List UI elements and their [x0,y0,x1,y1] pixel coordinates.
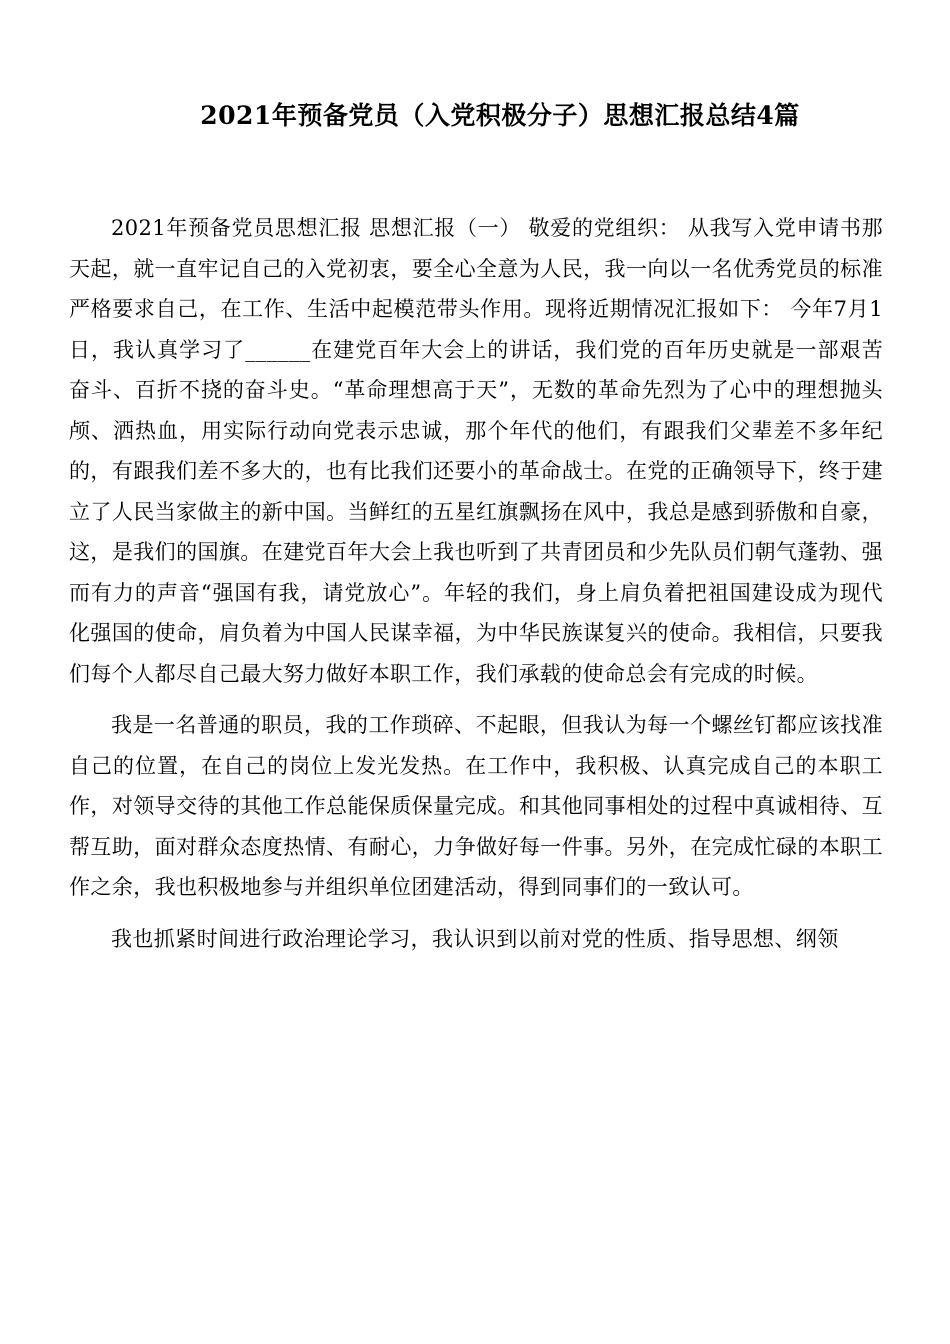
paragraph-1: 2021年预备党员思想汇报 思想汇报（一） 敬爱的党组织： 从我写入党申请书那天起，就一直牢记自己的入党初衷，要全心全意为人民，我一向以一名优秀党员的标准严格要求自己，在工作、生活中起模范带头作用。现将近期情况汇报如下： 今年7月1日，我认真学习了______在建党百年大会上的讲话，我们党的百年历史就是一部艰苦奋斗、百折不挠的奋斗史。“革命理想高于天”，无数的革命先烈为了心中的理想抛头颅、洒热血，用实际行动向党表示忠诚，那个年代的他们，有跟我们父辈差不多年纪的，有跟我们差不多大的，也有比我们还要小的革命战士。在党的正确领导下，终于建立了人民当家做主的新中国。当鲜红的五星红旗飘扬在风中，我总是感到骄傲和自豪，这，是我们的国旗。在建党百年大会上我也听到了共青团员和少先队员们朝气蓬勃、强而有力的声音“强国有我，请党放心”。年轻的我们，身上肩负着把祖国建设成为现代化强国的使命，肩负着为中国人民谋幸福，为中华民族谋复兴的使命。我相信，只要我们每个人都尽自己最大努力做好本职工作，我们承载的使命总会有完成的时候。 [69,216,883,686]
paragraph-2: 我是一名普通的职员，我的工作琐碎、不起眼，但我认为每一个螺丝钉都应该找准自己的位置，在自己的岗位上发光发热。在工作中，我积极、认真完成自己的本职工作，对领导交待的其他工作总能保质保量完成。和其他同事相处的过程中真诚相待、互帮互助，面对群众态度热情、有耐心，力争做好每一件事。另外，在完成忙碌的本职工作之余，我也积极地参与并组织单位团建活动，得到同事们的一致认可。 [69,713,883,899]
document-body [69,208,883,970]
document-title: 2021年预备党员（入党积极分子）思想汇报总结4篇 [200,101,800,130]
paragraph-3: 我也抓紧时间进行政治理论学习，我认识到以前对党的性质、指导思想、纲领 [111,926,839,951]
